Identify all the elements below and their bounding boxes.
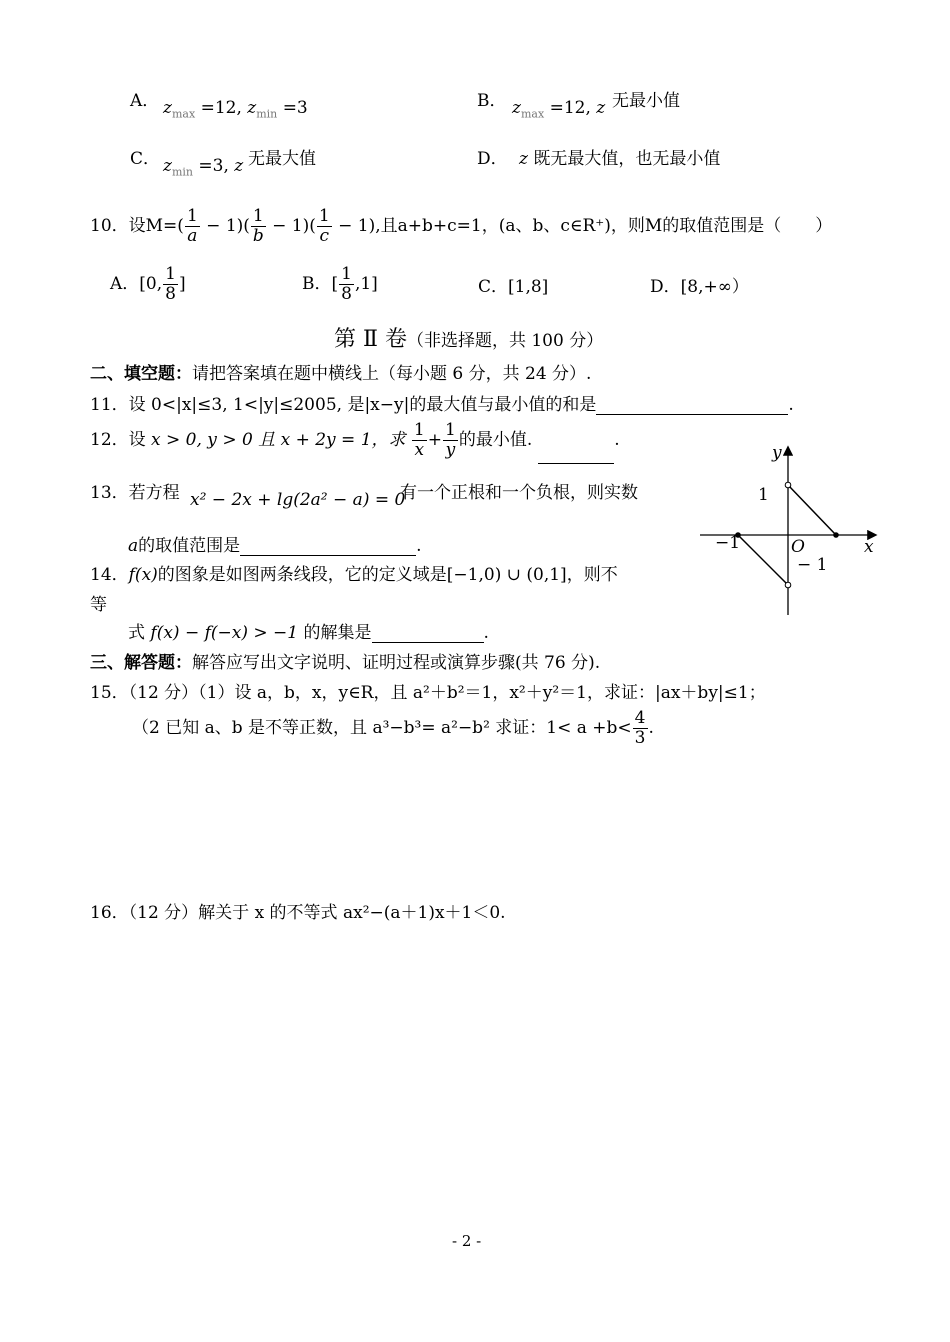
q14-answer-blank xyxy=(372,626,484,643)
q9-option-c-formula: $z_{min} =3$, z xyxy=(163,156,244,179)
question-15-part1: 15．（12 分）（1）设 a，b，x，y∈R，且 a²＋b²＝1，x²＋y²＝1，求证：|ax＋by|≤1； xyxy=(90,683,766,703)
q10-option-c: C．[1,8] xyxy=(478,277,549,297)
segment-right xyxy=(788,485,836,535)
q9-option-c-tail: 无最大值 xyxy=(248,149,316,169)
q9-option-b: B． xyxy=(477,91,507,111)
q9-option-d: D． z 既无最大值，也无最小值 xyxy=(477,149,721,169)
question-14: 14．f(x)的图象是如图两条线段，它的定义域是[−1,0) ∪ (0,1]，则不 xyxy=(90,565,618,585)
q9-option-a-formula: $z_{max} =12$, $z_{min} =3$ xyxy=(163,98,308,121)
y-axis-label: y xyxy=(772,443,782,463)
open-endpoint-bottom xyxy=(785,582,791,588)
q10-option-a: A．[0, $\frac{1}{8}$ ] xyxy=(110,264,186,304)
y-tick-1: 1 xyxy=(758,485,769,505)
q13-line2: a的取值范围是 . xyxy=(128,536,422,556)
fill-section-heading: 二、填空题：请把答案填在题中横线上（每小题 6 分，共 24 分）. xyxy=(90,364,592,384)
q13-answer-blank xyxy=(240,539,416,556)
q9-option-b-tail: 无最小值 xyxy=(612,91,680,111)
question-15-part2: （2 已知 a、b 是不等正数，且 a³−b³= a²−b² 求证：1< a +b< $\frac{4}{3}$ . xyxy=(132,708,654,748)
question-13: 13．若方程 xyxy=(90,483,180,503)
q11-answer-blank xyxy=(596,398,788,415)
q9-option-c: C． xyxy=(130,149,161,169)
closed-endpoint-right xyxy=(833,532,839,538)
x-axis-label: x xyxy=(864,537,874,557)
origin-label: O xyxy=(791,537,805,557)
question-11: 11．设 0<|x|≤3, 1<|y|≤2005, 是|x−y|的最大值与最小值的和是 . xyxy=(90,395,794,415)
y-tick-neg1: − 1 xyxy=(797,555,828,575)
q13-equation: x² − 2x + lg(2a² − a) = 0 xyxy=(190,490,406,510)
question-12: 12．设 x > 0, y > 0 且 x + 2y = 1，求 $\frac{1}{x}$ + $\frac{1}{y}$ 的最小值. . xyxy=(90,416,620,464)
question-16: 16．（12 分）解关于 x 的不等式 ax²−(a＋1)x＋1＜0. xyxy=(90,903,506,923)
x-tick-neg1: −1 xyxy=(715,533,741,553)
q10-option-b: B．[ $\frac{1}{8}$ ,1] xyxy=(302,264,378,304)
function-graph xyxy=(695,440,890,625)
q12-answer-blank xyxy=(538,447,614,464)
q9-option-b-formula: $z_{max} =12$, z xyxy=(512,98,606,121)
q9-option-a: A． xyxy=(130,91,160,111)
solve-section-heading: 三、解答题：解答应写出文字说明、证明过程或演算步骤(共 76 分). xyxy=(90,653,601,673)
segment-left xyxy=(738,535,788,585)
part2-title: 第 Ⅱ 卷（非选择题，共 100 分） xyxy=(334,327,604,352)
q14-line2: 式 f(x) − f(−x) > −1 的解集是 . xyxy=(128,623,489,643)
q13-tail: 有一个正根和一个负根，则实数 xyxy=(400,483,638,503)
page-number: - 2 - xyxy=(452,1232,482,1250)
q10-option-d: D．[8,+∞） xyxy=(650,277,749,297)
open-endpoint-top xyxy=(785,482,791,488)
q14-wrap: 等 xyxy=(90,595,107,615)
question-10: 10．设M=( $\frac{1}{a}$ − 1)( $\frac{1}{b}$ − 1)( $\frac{1}{c}$ − 1),且a+b+c=1，(a、b、c∈R⁺)，则M的取值范围是（ ） xyxy=(90,206,833,246)
